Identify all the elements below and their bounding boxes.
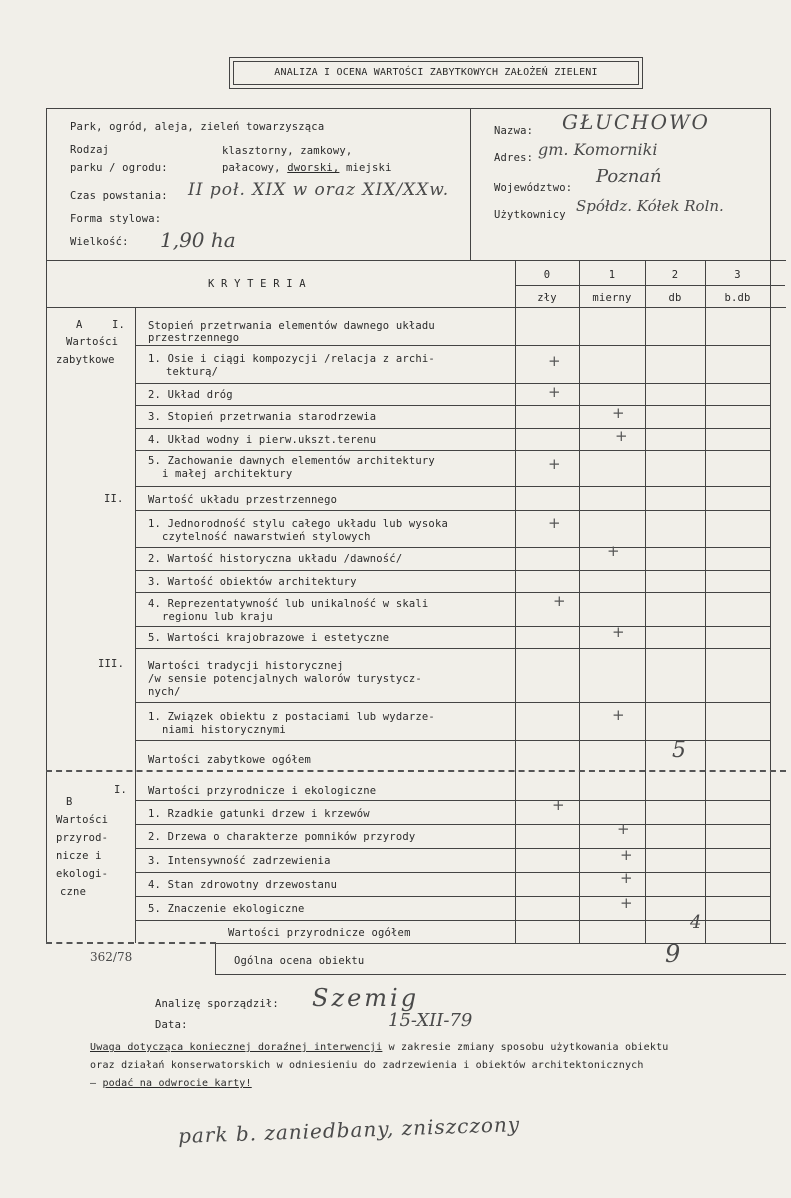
section-b-line-4: ekologi- [56, 868, 109, 880]
analyst-label: Analizę sporządził: [155, 998, 279, 1010]
analyst-signature: Szemig [312, 984, 420, 1012]
adres-label: Adres: [494, 152, 534, 164]
uwaga-line-2: oraz działań konserwatorskich w odniesieniu do zadrzewienia i obiektów architektonicznych [90, 1060, 644, 1071]
archive-stamp: 362/78 [90, 950, 133, 964]
mark-a2-4: + [553, 592, 566, 610]
a2-row-4: 4. Reprezentatywność lub unikalność w skali [148, 598, 429, 610]
score-num-1: 1 [608, 269, 616, 281]
mark-a1-3: + [612, 404, 625, 422]
mark-a2-1: + [548, 514, 561, 532]
criteria-label: K R Y T E R I A [208, 278, 306, 290]
type-miejski: miejski [345, 162, 392, 174]
park-label: Park, ogród, aleja, zieleń towarzysząca [70, 121, 325, 133]
a1-row-2: 2. Układ dróg [148, 389, 233, 401]
b-total-label: Wartości przyrodnicze ogółem [228, 927, 411, 939]
a3-heading-2: /w sensie potencjalnych walorów turystycz- [148, 673, 422, 685]
type-dworski: dworski, [287, 162, 340, 174]
a-total-label: Wartości zabytkowe ogółem [148, 754, 312, 766]
section-a-wartosci: Wartości [66, 336, 119, 348]
section-a-zabytkowe: zabytkowe [56, 354, 115, 366]
mark-b-1: + [552, 796, 565, 814]
b-total-value: 4 [690, 912, 702, 933]
b-row-4: 4. Stan zdrowotny drzewostanu [148, 879, 338, 891]
forma-label: Forma stylowa: [70, 213, 162, 225]
mark-b-3: + [620, 846, 633, 864]
uzytkownicy-value: Spółdz. Kółek Roln. [576, 197, 724, 215]
a1-heading: Stopień przetrwania elementów dawnego układu [148, 320, 435, 332]
score-name-1: mierny [592, 292, 632, 304]
a2-row-5: 5. Wartości krajobrazowe i estetyczne [148, 632, 390, 644]
section-b-letter: B [66, 796, 73, 808]
wojewodztwo-value: Poznań [596, 166, 662, 187]
a3-row-1-cont: niami historycznymi [162, 724, 286, 736]
section-b-line-5: czne [60, 886, 87, 898]
score-num-3: 3 [734, 269, 741, 281]
date-label: Data: [155, 1019, 188, 1031]
uwaga-underlined: Uwaga dotycząca koniecznej doraźnej interwencji [90, 1042, 383, 1053]
a1-row-3: 3. Stopień przetrwania starodrzewia [148, 411, 377, 423]
section-b-line-1: Wartości [56, 814, 109, 826]
uwaga-line-1 [90, 1042, 669, 1054]
score-name-0: zły [537, 292, 557, 304]
uwaga-dash: – [90, 1078, 103, 1089]
adres-value: gm. Komorniki [538, 140, 658, 159]
a2-row-1: 1. Jednorodność stylu całego układu lub wysoka [148, 518, 448, 530]
a2-row-1-cont: czytelność nawarstwień stylowych [162, 531, 371, 543]
section-a-roman-3: III. [98, 658, 125, 670]
a2-heading: Wartość układu przestrzennego [148, 494, 338, 506]
nazwa-label: Nazwa: [494, 125, 534, 137]
score-num-0: 0 [543, 269, 551, 281]
type-palacowy: pałacowy, [222, 162, 281, 174]
a2-row-2: 2. Wartość historyczna układu /dawność/ [148, 553, 403, 565]
type-options-1: klasztorny, zamkowy, [222, 145, 353, 157]
mark-a1-2: + [548, 383, 561, 401]
a1-row-5-cont: i małej architektury [162, 468, 293, 480]
form-title: ANALIZA I OCENA WARTOŚCI ZABYTKOWYCH ZAŁOŻEŃ ZIELENI [274, 67, 598, 78]
a1-row-1: 1. Osie i ciągi kompozycji /relacja z archi- [148, 353, 435, 365]
b-heading: Wartości przyrodnicze i ekologiczne [148, 785, 377, 797]
mark-a1-1: + [548, 352, 561, 370]
mark-a1-5: + [548, 455, 561, 473]
wielkosc-label: Wielkość: [70, 236, 129, 248]
section-a-roman-1: I. [112, 319, 126, 331]
nazwa-value: GŁUCHOWO [562, 110, 710, 134]
a1-row-4: 4. Układ wodny i pierw.ukszt.terenu [148, 434, 377, 446]
overall-value: 9 [665, 940, 681, 968]
section-b-line-3: nicze i [56, 850, 102, 862]
uwaga-back-note: podać na odwrocie karty! [102, 1078, 252, 1089]
mark-a2-2: + [607, 542, 620, 560]
score-name-3: b.db [724, 292, 751, 304]
a1-row-5: 5. Zachowanie dawnych elementów architektury [148, 455, 435, 467]
a3-heading-3: nych/ [148, 686, 181, 698]
a3-heading-1: Wartości tradycji historycznej [148, 660, 344, 672]
wielkosc-value: 1,90 ha [160, 228, 236, 252]
a1-row-1-cont: tekturą/ [166, 366, 219, 378]
b-row-1: 1. Rzadkie gatunki drzew i krzewów [148, 808, 370, 820]
score-num-2: 2 [671, 269, 679, 281]
section-b-line-2: przyrod- [56, 832, 109, 844]
a3-row-1: 1. Związek obiektu z postaciami lub wydarze- [148, 711, 435, 723]
wojewodztwo-label: Województwo: [494, 182, 573, 194]
a2-row-3: 3. Wartość obiektów architektury [148, 576, 357, 588]
uwaga-line-3 [90, 1078, 252, 1090]
a2-row-4-cont: regionu lub kraju [162, 611, 273, 623]
czas-label: Czas powstania: [70, 190, 168, 202]
b-row-3: 3. Intensywność zadrzewienia [148, 855, 331, 867]
mark-a3-1: + [612, 706, 625, 724]
type-options-2 [222, 162, 392, 174]
czas-value: II poł. XIX w oraz XIX/XXw. [188, 180, 450, 200]
score-name-2: db [668, 292, 682, 304]
b-row-2: 2. Drzewa o charakterze pomników przyrody [148, 831, 416, 843]
uwaga-rest: w zakresie zmiany sposobu użytkowania obiektu [382, 1042, 669, 1053]
date-value: 15-XII-79 [388, 1010, 473, 1031]
mark-b-5: + [620, 894, 633, 912]
overall-label: Ogólna ocena obiektu [234, 955, 365, 967]
section-b-roman: I. [114, 784, 128, 796]
b-row-5: 5. Znaczenie ekologiczne [148, 903, 305, 915]
rodzaj-label: Rodzaj [70, 144, 110, 156]
mark-b-2: + [617, 820, 630, 838]
mark-a2-5: + [612, 623, 625, 641]
parku-label: parku / ogrodu: [70, 162, 168, 174]
mark-b-4: + [620, 869, 633, 887]
a-total-value: 5 [672, 738, 686, 763]
a1-heading-2: przestrzennego [148, 332, 240, 344]
uzytkownicy-label: Użytkownicy [494, 209, 566, 221]
handwritten-note: park b. zaniedbany, zniszczony [177, 1112, 521, 1148]
section-a-roman-2: II. [104, 493, 124, 505]
mark-a1-4: + [615, 427, 628, 445]
section-a-letter: A [76, 319, 83, 331]
